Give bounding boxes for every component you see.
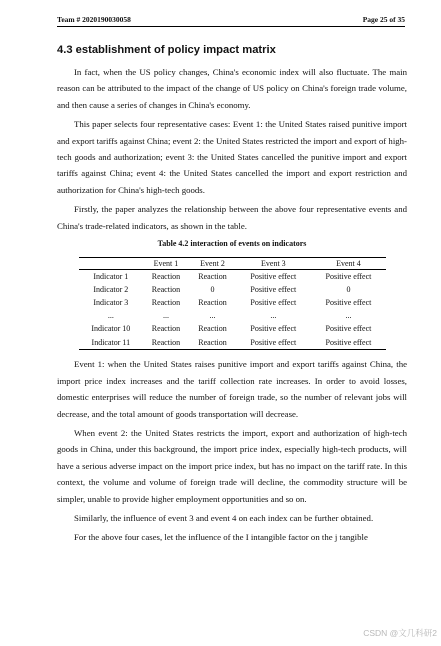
paragraph: This paper selects four representative cases: Event 1: the United States raised punitive import and export tariffs against China; event 2: the United States restricted the import and export of high-tech goods and authorization; event 3: the United States cancelled the punitive import and export tariffs against China; event 4: the United States cancelled the import and export restriction and authorization for China's high-tech goods. — [57, 119, 407, 195]
table-cell: ... — [107, 311, 114, 321]
table-cell: Reaction — [151, 271, 181, 281]
paragraph: When event 2: the United States restricts the import, export and authorization of high-tech goods in China, under this background, the import price index, especially high-tech products, will have a serious adverse impact on the import price index, but has no impact on the tariff rate. In this context, the volume and volume of foreign trade will decline, the commodity structure will be simpler, unable to provide higher employment opportunities and so on. — [57, 427, 407, 504]
table-cell: Positive effect — [250, 324, 297, 334]
watermark-text: CSDN @文几科研2 — [363, 628, 437, 638]
table-cell: Reaction — [198, 324, 227, 334]
table-header-cell: Event 3 — [236, 258, 311, 270]
paragraph: In fact, when the US policy changes, China's economic index will also fluctuate. The main reason can be attributed to the impact of the change of US policy on China's foreign trade volume, and then cause a series of changes in China's economy. — [57, 67, 407, 110]
table-cell: Indicator 10 — [91, 324, 131, 334]
table-row — [79, 323, 386, 336]
table-header-cell: Event 4 — [311, 258, 386, 270]
section-title: 4.3 establishment of policy impact matrix — [57, 44, 276, 56]
table-header-cell: Event 1 — [143, 258, 190, 270]
table-cell: Positive effect — [325, 324, 372, 334]
paragraph: Similarly, the influence of event 3 and event 4 on each index can be further obtained. — [74, 512, 374, 523]
table-cell: ... — [209, 311, 216, 321]
indicator-table — [79, 257, 386, 350]
table-row — [79, 336, 386, 350]
table-cell: Positive effect — [325, 297, 372, 307]
table-row — [79, 283, 386, 296]
table-cell: Positive effect — [250, 271, 297, 281]
table-cell: Indicator 2 — [93, 284, 129, 294]
page-number: Page 25 of 35 — [362, 15, 405, 24]
table-cell: Reaction — [151, 297, 181, 307]
paragraph: For the above four cases, let the influence of the I intangible factor on the j tangible — [74, 532, 368, 543]
table-row — [79, 296, 386, 309]
paragraph: Firstly, the paper analyzes the relationship between the above four representative events and China's trade-related indicators, as shown in the table. — [57, 204, 407, 231]
table-header-row — [79, 258, 386, 270]
table-cell: ... — [270, 311, 277, 321]
table-row — [79, 310, 386, 323]
table-cell: Positive effect — [250, 284, 297, 294]
table-cell: Reaction — [198, 271, 227, 281]
team-number: Team # 2020190030058 — [57, 15, 131, 24]
table-header-cell: Event 2 — [189, 258, 236, 270]
page-header — [57, 13, 405, 27]
page-content — [57, 44, 407, 549]
paragraph: Event 1: when the United States raises punitive import and export tariffs against China, the import price index increases and the tariff collection rate increases. In order to avoid losses, domestic enterprises will reduce the number of foreign trade, so the number of relevant jobs will decrease, and the total amount of goods transportation will decrease. — [57, 359, 407, 419]
table-cell: Positive effect — [325, 271, 372, 281]
table-cell: Indicator 3 — [93, 297, 129, 307]
table-cell: Reaction — [151, 284, 181, 294]
table-cell: Positive effect — [250, 297, 297, 307]
table-cell: 0 — [346, 284, 351, 294]
table-cell: Positive effect — [236, 336, 311, 350]
table-cell: Reaction — [143, 336, 190, 350]
table-cell: 0 — [210, 284, 215, 294]
table-cell: Indicator 1 — [93, 271, 129, 281]
table-row — [79, 270, 386, 284]
table-cell: Reaction — [189, 336, 236, 350]
table-header-cell — [79, 258, 143, 270]
table-cell: Indicator 11 — [79, 336, 143, 350]
table-cell: Reaction — [151, 324, 181, 334]
table-cell: Reaction — [198, 297, 227, 307]
table-cell: Positive effect — [311, 336, 386, 350]
table-caption: Table 4.2 interaction of events on indicators — [157, 239, 307, 249]
table-cell: ... — [345, 311, 352, 321]
table-cell: ... — [162, 311, 169, 321]
